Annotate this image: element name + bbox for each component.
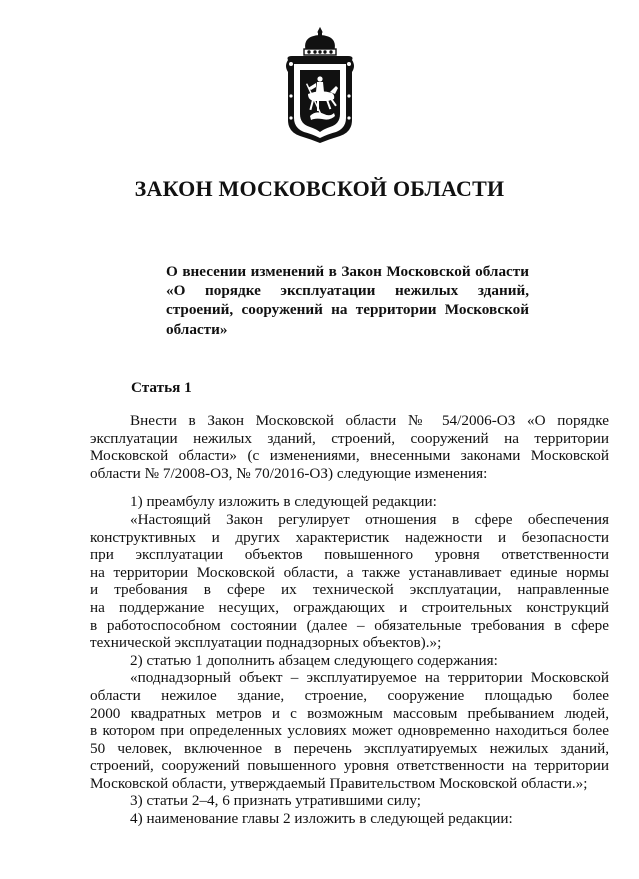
text-line: 50 человек, включенное в перечень эксплуатируемых нежилых зданий, [90,739,609,757]
item-4 [90,810,609,828]
quote-2 [90,669,609,792]
text-line: 3) статьи 2–4, 6 признать утратившими силу; [130,792,422,810]
text-line: технической эксплуатации поднадзорных объектов).»; [90,634,442,652]
intro-paragraph [90,412,609,482]
text-line: 1) преамбулу изложить в следующей редакции: [130,493,437,511]
quote-1 [90,511,609,652]
item-3 [90,792,609,810]
coat-of-arms-icon [282,26,358,144]
law-title: ЗАКОН МОСКОВСКОЙ ОБЛАСТИ [134,176,505,201]
subtitle-line: строений, сооружений на территории Московской [166,301,529,319]
text-line: в работоспособном состоянии (далее – обязательные требования в сфере [90,616,609,634]
text-line: 4) наименование главы 2 изложить в следующей редакции: [130,810,513,828]
text-line: 2) статью 1 дополнить абзацем следующего содержания: [130,651,498,669]
text-line: и требования в сфере их технической эксплуатации, направленные [90,581,609,599]
subtitle-line: «О порядке эксплуатации нежилых зданий, [166,282,529,300]
article-heading: Статья 1 [131,379,192,396]
item-2 [90,652,609,670]
text-line: области № 7/2008-ОЗ, № 70/2016-ОЗ) следующие изменения: [90,464,488,482]
text-line: «поднадзорный объект – эксплуатируемое на территории Московской [130,669,609,687]
law-subtitle [166,262,529,339]
text-line: на поддержание несущих, ограждающих и строительных конструкций [90,598,609,616]
text-line: в котором при определенных условиях может одновременно находиться более [90,722,609,740]
subtitle-line: О внесении изменений в Закон Московской области [166,263,529,280]
subtitle-line: области» [166,320,228,338]
text-line: Внести в Закон Московской области № 54/2006-ОЗ «О порядке [130,412,609,429]
text-line: «Настоящий Закон регулирует отношения в сфере обеспечения [130,510,609,528]
text-line: 2000 квадратных метров и с возможным массовым пребыванием людей, [90,704,609,722]
text-line: на территории Московской области, а также устанавливает единые нормы [90,563,609,581]
text-line: Московской области» (с изменениями, внесенными законами Московской [90,447,609,465]
text-line: Московской области, утверждаемый Правительством Московской области.»; [90,774,588,792]
item-1 [90,493,609,511]
text-line: при эксплуатации объектов повышенного уровня ответственности [90,546,609,564]
text-line: области нежилое здание, строение, сооружение площадью более [90,686,609,704]
text-line: строений, сооружений повышенного уровня ответственности на территории [90,757,609,775]
text-line: конструктивных и других характеристик надежности и безопасности [90,528,609,546]
article-body [90,412,609,828]
text-line: эксплуатации нежилых зданий, строений, сооружений на территории [90,429,609,447]
